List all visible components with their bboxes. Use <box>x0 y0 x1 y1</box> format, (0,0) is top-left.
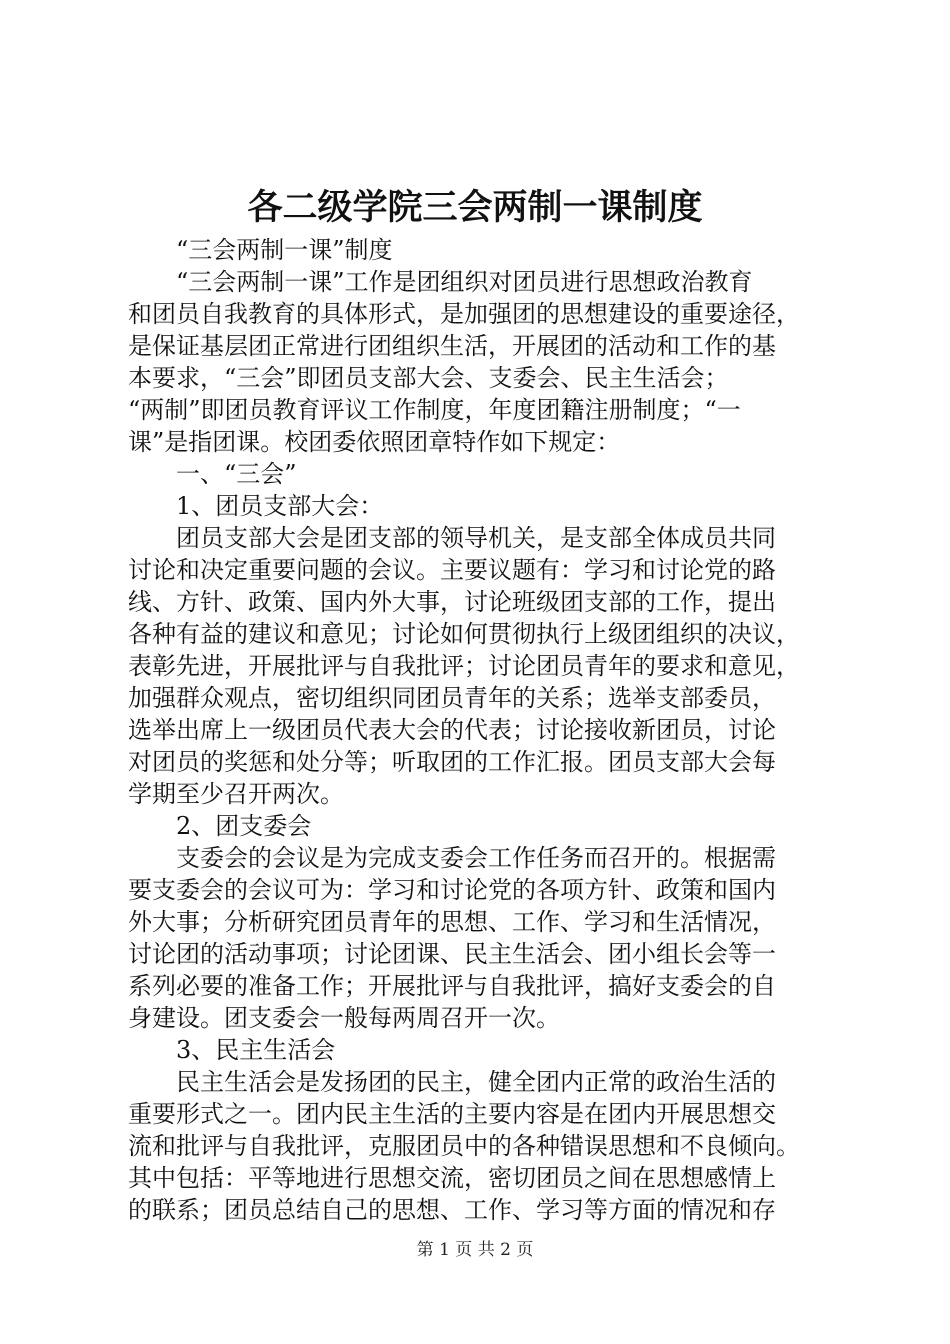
body-line: 民主生活会是发扬团的民主，健全团内正常的政治生活的 <box>176 1068 776 1096</box>
body-line: 其中包括：平等地进行思想交流，密切团员之间在思想感情上 <box>128 1164 776 1192</box>
body-line: 选举出席上一级团员代表大会的代表；讨论接收新团员，讨论 <box>128 716 776 744</box>
body-line: 重要形式之一。团内民主生活的主要内容是在团内开展思想交 <box>128 1100 776 1128</box>
body-line: 讨论团的活动事项；讨论团课、民主生活会、团小组长会等一 <box>128 940 776 968</box>
body-line: 和团员自我教育的具体形式，是加强团的思想建设的重要途径， <box>128 300 800 328</box>
body-line: 学期至少召开两次。 <box>128 780 344 808</box>
body-line: “三会两制一课”工作是团组织对团员进行思想政治教育 <box>176 268 753 296</box>
page-number-footer: 第 1 页 共 2 页 <box>416 1240 534 1260</box>
body-line: 讨论和决定重要问题的会议。主要议题有：学习和讨论党的路 <box>128 556 776 584</box>
body-line: “三会两制一课”制度 <box>176 236 393 264</box>
body-line: 表彰先进，开展批评与自我批评；讨论团员青年的要求和意见， <box>128 652 800 680</box>
body-line: 线、方针、政策、国内外大事，讨论班级团支部的工作，提出 <box>128 588 776 616</box>
body-line: 是保证基层团正常进行团组织生活，开展团的活动和工作的基 <box>128 332 776 360</box>
body-line: 各种有益的建议和意见；讨论如何贯彻执行上级团组织的决议， <box>128 620 800 648</box>
document-body <box>128 234 830 1226</box>
body-line: 的联系；团员总结自己的思想、工作、学习等方面的情况和存 <box>128 1196 776 1224</box>
body-line: 本要求，“三会”即团员支部大会、支委会、民主生活会； <box>128 364 729 392</box>
body-line: 对团员的奖惩和处分等；听取团的工作汇报。团员支部大会每 <box>128 748 776 776</box>
subsection-heading: 2、团支委会 <box>176 812 312 840</box>
body-line: 外大事；分析研究团员青年的思想、工作、学习和生活情况， <box>128 908 776 936</box>
body-line: 系列必要的准备工作；开展批评与自我批评，搞好支委会的自 <box>128 972 776 1000</box>
body-line: 课”是指团课。校团委依照团章特作如下规定： <box>128 428 621 456</box>
body-line: 身建设。团支委会一般每两周召开一次。 <box>128 1004 560 1032</box>
subsection-heading: 1、团员支部大会： <box>176 492 384 520</box>
body-line: 支委会的会议是为完成支委会工作任务而召开的。根据需 <box>176 844 776 872</box>
section-heading: 一、“三会” <box>176 460 297 488</box>
body-line: 团员支部大会是团支部的领导机关，是支部全体成员共同 <box>176 524 776 552</box>
body-line: “两制”即团员教育评议工作制度，年度团籍注册制度；“一 <box>128 396 741 424</box>
body-line: 流和批评与自我批评，克服团员中的各种错误思想和不良倾向。 <box>128 1132 800 1160</box>
body-line: 要支委会的会议可为：学习和讨论党的各项方针、政策和国内 <box>128 876 776 904</box>
body-line: 加强群众观点，密切组织同团员青年的关系；选举支部委员， <box>128 684 776 712</box>
document-title: 各二级学院三会两制一课制度 <box>247 187 703 228</box>
subsection-heading: 3、民主生活会 <box>176 1036 336 1064</box>
